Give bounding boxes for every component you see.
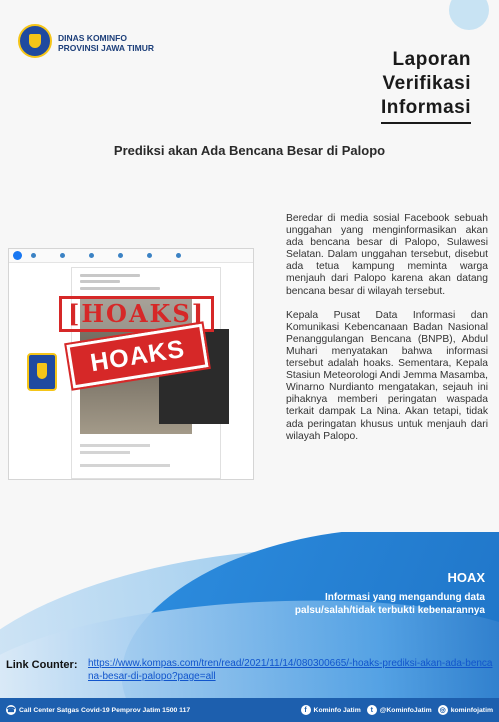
facebook-toolbar (9, 249, 253, 263)
instagram-text: kominfojatim (450, 706, 493, 714)
classification-description: Informasi yang mengandung data palsu/salah/tidak terbukti kebenarannya (294, 592, 485, 616)
org-line-1: DINAS KOMINFO (58, 33, 127, 43)
footer-twitter[interactable] (367, 705, 432, 715)
report-title-line-3: Informasi (380, 97, 471, 118)
twitter-icon: t (367, 705, 377, 715)
facebook-text: Kominfo Jatim (313, 706, 361, 714)
call-center-text: Call Center Satgas Covid-19 Pemprov Jatim 1500 117 (19, 706, 191, 714)
headline: Prediksi akan Ada Bencana Besar di Palopo (113, 143, 386, 158)
article-body (286, 213, 488, 455)
report-title (381, 48, 471, 124)
bottom-wave-band (0, 532, 499, 722)
footer-instagram[interactable] (438, 705, 493, 715)
phone-icon: ☎ (6, 707, 16, 714)
twitter-text: @KominfoJatim (379, 706, 432, 714)
facebook-icon: f (301, 705, 311, 715)
hoaks-stamp: HOAKS (66, 324, 208, 389)
footer-facebook[interactable] (301, 705, 361, 715)
instagram-icon: ◎ (439, 707, 446, 714)
facebook-icon (13, 251, 22, 260)
footer-bar (0, 698, 499, 722)
kominfo-badge-icon (27, 353, 57, 391)
body-paragraph-2: Kepala Pusat Data Informasi dan Komunikasi Kebencanaan Badan Nasional Penanggulangan Bencana (BNPB), Abdul Muhari menyatakan bahwa informasi tersebut adalah hoaks. Sementara, Kepala Stasiun Meteorologi Andi Jemma Masamba, Winarno Nurdianto mengatakan, sejauh ini pihaknya memberi peringatan waspada terkait dampak La Nina. Akan tetapi, tidak ada peringatan khusus untuk menjauh dari wilayah Palopo. (286, 309, 488, 442)
footer-call-center (6, 705, 295, 715)
classification-label: HOAX (447, 570, 485, 585)
title-underline (381, 122, 471, 124)
evidence-screenshot (8, 248, 254, 480)
report-title-line-1: Laporan (392, 49, 471, 70)
link-counter-url[interactable]: https://www.kompas.com/tren/read/2021/11/14/080300665/-hoaks-prediksi-akan-ada-bencana-besar-di-palopo?page=all (88, 658, 493, 682)
organization-name (58, 33, 154, 53)
kominfo-logo (18, 24, 52, 58)
org-line-2: PROVINSI JAWA TIMUR (58, 43, 155, 53)
hoaks-outline-stamp: [HOAKS] (59, 296, 214, 332)
body-paragraph-1: Beredar di media sosial Facebook sebuah unggahan yang menginformasikan akan ada bencana besar di Palopo, Sulawesi Selatan. Dalam unggahan tersebut, disebut ada tetua kampung meminta warga menjauh dari Palopo karena akan datang bencana besar di wilayah tersebut. (286, 213, 488, 297)
report-title-line-2: Verifikasi (382, 73, 471, 94)
link-counter-label: Link Counter: (6, 659, 78, 671)
